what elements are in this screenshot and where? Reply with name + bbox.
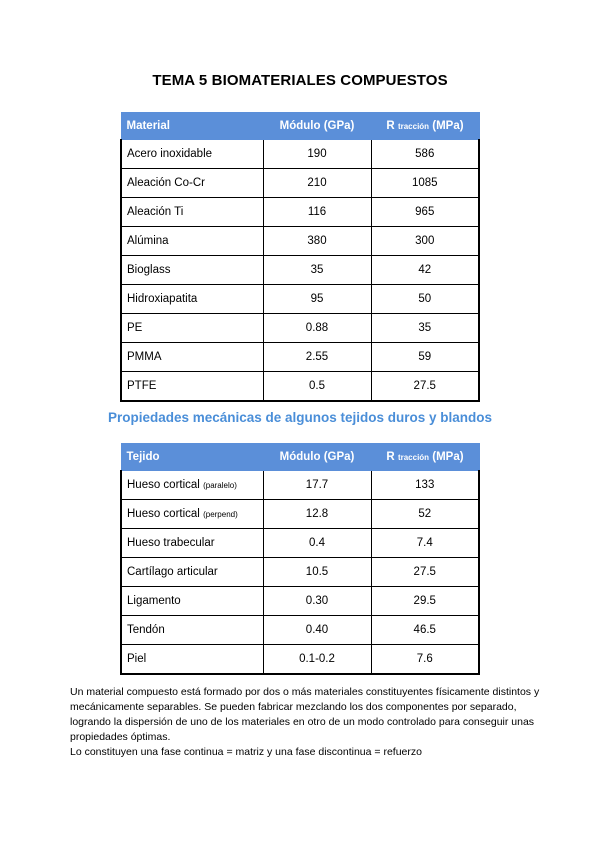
cell-modulus: 35 [263, 256, 371, 285]
cell-modulus: 0.88 [263, 314, 371, 343]
table-header-row [121, 444, 479, 471]
cell-modulus: 2.55 [263, 343, 371, 372]
header-modulus: Módulo (GPa) [263, 444, 371, 471]
table-row [121, 372, 479, 402]
cell-modulus: 380 [263, 227, 371, 256]
cell-material: Acero inoxidable [121, 140, 263, 169]
tissue-name: Cartílago articular [127, 566, 218, 578]
cell-tensile: 965 [371, 198, 479, 227]
section-subtitle: Propiedades mecánicas de algunos tejidos duros y blandos [107, 410, 493, 425]
cell-tissue [121, 616, 263, 645]
table-row [121, 314, 479, 343]
cell-tensile: 46.5 [371, 616, 479, 645]
tissue-name: Hueso trabecular [127, 537, 215, 549]
table-row [121, 343, 479, 372]
description-paragraph [70, 685, 540, 760]
cell-tensile: 50 [371, 285, 479, 314]
table-row [121, 500, 479, 529]
cell-tensile: 133 [371, 471, 479, 500]
cell-modulus: 17.7 [263, 471, 371, 500]
cell-modulus: 210 [263, 169, 371, 198]
paragraph-line: Lo constituyen una fase continua = matriz y una fase discontinua = refuerzo [70, 746, 422, 758]
table-row [121, 616, 479, 645]
tissues-table [120, 443, 480, 675]
cell-modulus: 10.5 [263, 558, 371, 587]
tissue-qualifier: (paralelo) [203, 481, 237, 490]
table-row [121, 140, 479, 169]
cell-tensile: 35 [371, 314, 479, 343]
cell-tensile: 300 [371, 227, 479, 256]
header-tensile: R tracción (MPa) [371, 444, 479, 471]
cell-modulus: 95 [263, 285, 371, 314]
cell-modulus: 116 [263, 198, 371, 227]
tissue-name: Piel [127, 653, 147, 665]
cell-tensile: 1085 [371, 169, 479, 198]
tissue-name: Hueso cortical [127, 508, 200, 520]
cell-tensile: 59 [371, 343, 479, 372]
page-title: TEMA 5 BIOMATERIALES COMPUESTOS [152, 72, 448, 89]
cell-tensile: 52 [371, 500, 479, 529]
cell-tissue [121, 529, 263, 558]
table-row [121, 471, 479, 500]
cell-tensile: 586 [371, 140, 479, 169]
cell-modulus: 0.1-0.2 [263, 645, 371, 675]
header-tissue: Tejido [121, 444, 263, 471]
cell-modulus: 190 [263, 140, 371, 169]
cell-tensile: 7.4 [371, 529, 479, 558]
table-row [121, 227, 479, 256]
cell-tensile: 7.6 [371, 645, 479, 675]
table-row [121, 169, 479, 198]
tissue-name: Ligamento [127, 595, 181, 607]
cell-tissue [121, 645, 263, 675]
table-row [121, 529, 479, 558]
cell-material: Aleación Co-Cr [121, 169, 263, 198]
cell-modulus: 0.5 [263, 372, 371, 402]
header-material: Material [121, 113, 263, 140]
cell-tensile: 29.5 [371, 587, 479, 616]
header-tensile: R tracción (MPa) [371, 113, 479, 140]
table-row [121, 645, 479, 675]
tissue-name: Tendón [127, 624, 165, 636]
paragraph-line: Un material compuesto está formado por dos o más materiales constituyentes físicamente distintos y mecánicamente separables. Se pueden fabricar mezclando los dos componentes por separado, logrando la dispersión de uno de los materiales en otro de un modo controlado para conseguir unas propiedades óptimas. [70, 686, 540, 743]
cell-tissue [121, 471, 263, 500]
table-row [121, 198, 479, 227]
cell-material: PTFE [121, 372, 263, 402]
cell-modulus: 0.4 [263, 529, 371, 558]
cell-modulus: 0.30 [263, 587, 371, 616]
cell-material: PE [121, 314, 263, 343]
tissue-name: Hueso cortical [127, 479, 200, 491]
cell-material: Bioglass [121, 256, 263, 285]
cell-tensile: 27.5 [371, 558, 479, 587]
table-row [121, 558, 479, 587]
cell-tensile: 42 [371, 256, 479, 285]
cell-modulus: 12.8 [263, 500, 371, 529]
cell-material: Alúmina [121, 227, 263, 256]
cell-tissue [121, 587, 263, 616]
cell-material: Hidroxiapatita [121, 285, 263, 314]
cell-tensile: 27.5 [371, 372, 479, 402]
cell-modulus: 0.40 [263, 616, 371, 645]
biomaterials-table [120, 112, 480, 402]
header-modulus: Módulo (GPa) [263, 113, 371, 140]
tissue-qualifier: (perpend) [203, 510, 238, 519]
table-row [121, 285, 479, 314]
cell-material: PMMA [121, 343, 263, 372]
table-header-row [121, 113, 479, 140]
cell-tissue [121, 558, 263, 587]
table-row [121, 256, 479, 285]
cell-tissue [121, 500, 263, 529]
table-row [121, 587, 479, 616]
cell-material: Aleación Ti [121, 198, 263, 227]
